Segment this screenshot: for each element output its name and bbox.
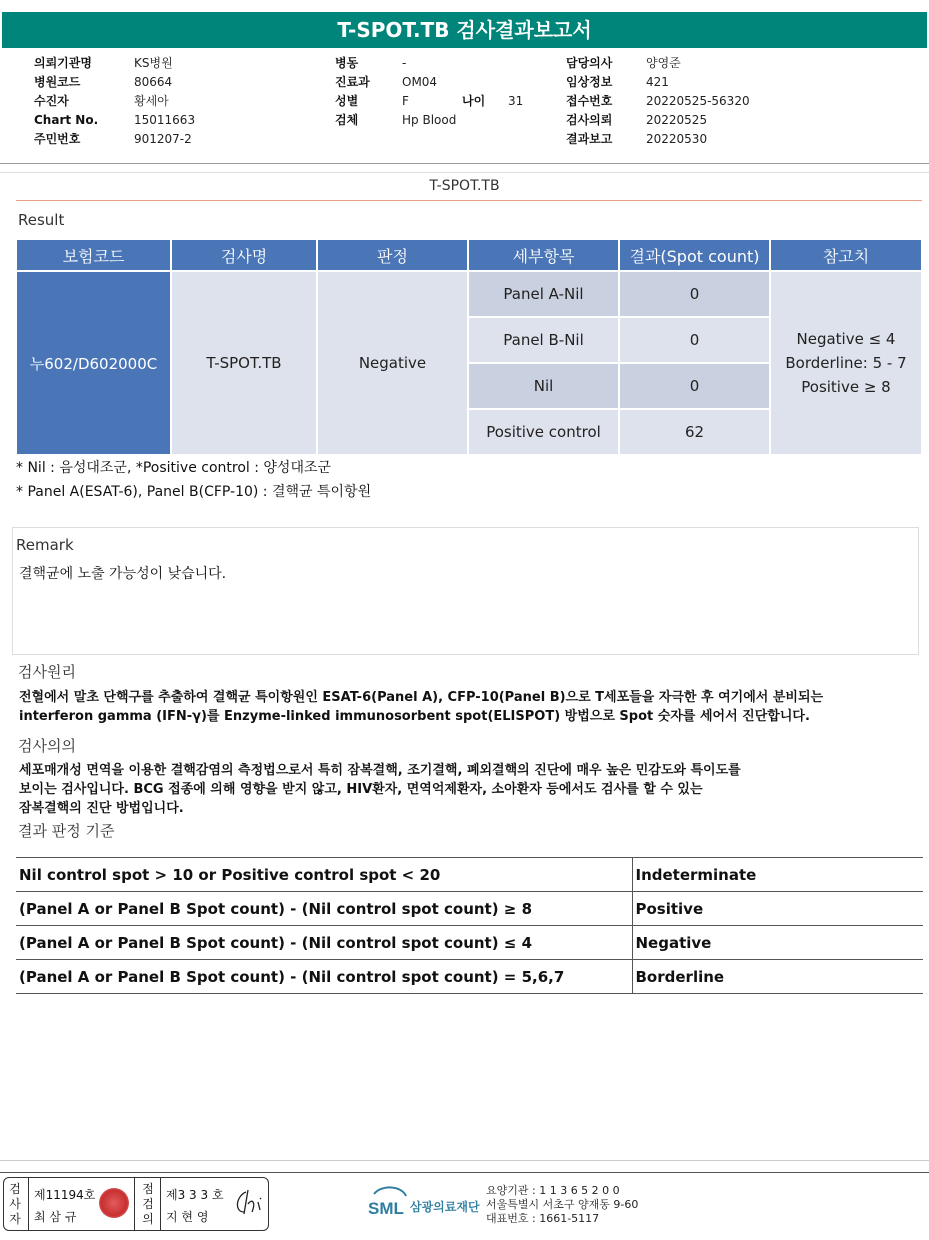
sub-item: Nil [469, 364, 618, 408]
patient-info-right [566, 54, 750, 149]
info-value: 20220525 [646, 113, 708, 127]
judgement: Negative [318, 272, 467, 454]
criteria-result: Negative [632, 926, 923, 960]
divider [28, 1178, 29, 1230]
remark-box [12, 527, 919, 655]
criteria-label: 결과 판정 기준 [18, 822, 115, 840]
table-row [16, 858, 923, 892]
result-table [15, 238, 923, 456]
table-row [16, 960, 923, 994]
info-key: 수진자 [34, 94, 69, 108]
signature-icon [232, 1188, 266, 1218]
info-key: 접수번호 [566, 94, 613, 108]
info-key: 임상정보 [566, 75, 613, 89]
col-header: 판정 [318, 240, 467, 270]
info-key: Chart No. [34, 113, 99, 127]
info-value: KS병원 [134, 56, 173, 70]
checker-license: 제3 3 3 호 [166, 1188, 224, 1202]
sub-item: Positive control [469, 410, 618, 454]
criteria-rule: (Panel A or Panel B Spot count) - (Nil control spot count) = 5,6,7 [16, 960, 632, 994]
meaning-line: 보이는 검사입니다. BCG 접종에 의해 영향을 받지 않고, HIV환자, 면역억제환자, 소아환자 등에서도 검사를 할 수 있는 [19, 782, 703, 797]
info-value: 421 [646, 75, 669, 89]
info-value: 15011663 [134, 113, 196, 127]
divider [134, 1178, 135, 1230]
divider [160, 1178, 161, 1230]
meaning-line: 잠복결핵의 진단 방법입니다. [19, 801, 184, 816]
meaning-line: 세포매개성 면역을 이용한 결핵감염의 측정법으로서 특히 잠복결핵, 조기결핵, 폐외결핵의 진단에 매우 높은 민감도와 특이도를 [19, 763, 741, 778]
report-title: T-SPOT.TB 검사결과보고서 [2, 12, 927, 48]
org-name: 삼광의료재단 [410, 1200, 480, 1214]
info-value: 80664 [134, 75, 173, 89]
org-address [486, 1184, 638, 1226]
criteria-result: Indeterminate [632, 858, 923, 892]
footnote: * Nil : 음성대조군, *Positive control : 양성대조군 [16, 460, 332, 476]
criteria-rule: (Panel A or Panel B Spot count) - (Nil control spot count) ≥ 8 [16, 892, 632, 926]
test-name: T-SPOT.TB [172, 272, 316, 454]
col-header: 보험코드 [17, 240, 170, 270]
table-row [16, 926, 923, 960]
footer-divider [0, 1172, 929, 1173]
remark-label: Remark [16, 536, 74, 554]
result-label: Result [18, 211, 65, 229]
spot-count: 0 [620, 272, 769, 316]
footnote: * Panel A(ESAT-6), Panel B(CFP-10) : 결핵균 특이항원 [16, 484, 372, 500]
logo-text: SML [368, 1199, 404, 1218]
criteria-result: Positive [632, 892, 923, 926]
principle-label: 검사원리 [18, 663, 76, 681]
seal-stamp-icon [99, 1188, 129, 1218]
spot-count: 0 [620, 318, 769, 362]
address-line: 요양기관 : 1 1 3 6 5 2 0 0 [486, 1184, 620, 1197]
criteria-rule: Nil control spot > 10 or Positive control spot < 20 [16, 858, 632, 892]
info-key: 병동 [335, 56, 359, 70]
principle-line: interferon gamma (IFN-γ)를 Enzyme-linked immunosorbent spot(ELISPOT) 방법으로 Spot 숫자를 세어서 진단합니다. [19, 709, 810, 724]
footer-divider [0, 1160, 929, 1161]
checker-name: 지 현 영 [166, 1210, 209, 1224]
principle-line: 전혈에서 말초 단핵구를 추출하여 결핵균 특이항원인 ESAT-6(Panel A), CFP-10(Panel B)으로 T세포들을 자극한 후 여기에서 분비되는 [19, 690, 824, 705]
reference-line: Borderline: 5 - 7 [785, 354, 907, 372]
info-value: 20220525-56320 [646, 94, 750, 108]
info-key: 진료과 [335, 75, 370, 89]
header-divider [0, 172, 929, 173]
table-row [17, 272, 921, 316]
col-header: 결과(Spot count) [620, 240, 769, 270]
info-key: 검사의뢰 [566, 113, 613, 127]
col-header: 참고치 [771, 240, 921, 270]
sub-item: Panel A-Nil [469, 272, 618, 316]
insurance-code: 누602/D602000C [17, 272, 170, 454]
meaning-label: 검사의의 [18, 737, 76, 755]
remark-text: 결핵균에 노출 가능성이 낮습니다. [19, 566, 227, 582]
patient-info-mid [335, 54, 523, 130]
info-value: - [402, 56, 407, 70]
info-value: 황세아 [134, 94, 169, 108]
age-key: 나이 [462, 94, 486, 108]
info-key: 담당의사 [566, 56, 613, 70]
reference-range [771, 272, 921, 454]
col-header: 검사명 [172, 240, 316, 270]
info-key: 결과보고 [566, 132, 613, 146]
examiner-label: 검사자 [9, 1182, 21, 1226]
criteria-rule: (Panel A or Panel B Spot count) - (Nil control spot count) ≤ 4 [16, 926, 632, 960]
reference-line: Positive ≥ 8 [801, 378, 891, 396]
address-line: 서울특별시 서초구 양재동 9-60 [486, 1198, 639, 1211]
signature-box [3, 1177, 269, 1231]
examiner-license: 제11194호 [34, 1188, 96, 1202]
table-row [16, 892, 923, 926]
info-value: Hp Blood [402, 113, 457, 127]
sml-logo-icon [368, 1186, 408, 1222]
patient-info-left [34, 54, 195, 149]
checker-label: 점검의 [142, 1182, 154, 1226]
examiner-name: 최 삼 규 [34, 1210, 77, 1224]
criteria-result: Borderline [632, 960, 923, 994]
section-underline [16, 200, 922, 201]
criteria-table [16, 857, 923, 994]
info-key: 병원코드 [34, 75, 81, 89]
reference-line: Negative ≤ 4 [796, 330, 896, 348]
info-value: 양영준 [646, 56, 681, 70]
spot-count: 0 [620, 364, 769, 408]
header-divider [0, 163, 929, 164]
info-value: 20220530 [646, 132, 708, 146]
info-value: OM04 [402, 75, 438, 89]
info-value: F [402, 94, 409, 108]
info-key: 주민번호 [34, 132, 81, 146]
address-line: 대표번호 : 1661-5117 [486, 1212, 600, 1225]
spot-count: 62 [620, 410, 769, 454]
section-title: T-SPOT.TB [429, 178, 500, 194]
info-key: 검체 [335, 113, 359, 127]
info-key: 성별 [335, 94, 359, 108]
col-header: 세부항목 [469, 240, 618, 270]
info-value: 901207-2 [134, 132, 192, 146]
age-value: 31 [508, 94, 524, 108]
sub-item: Panel B-Nil [469, 318, 618, 362]
info-key: 의뢰기관명 [34, 56, 92, 70]
table-header-row [17, 240, 921, 270]
